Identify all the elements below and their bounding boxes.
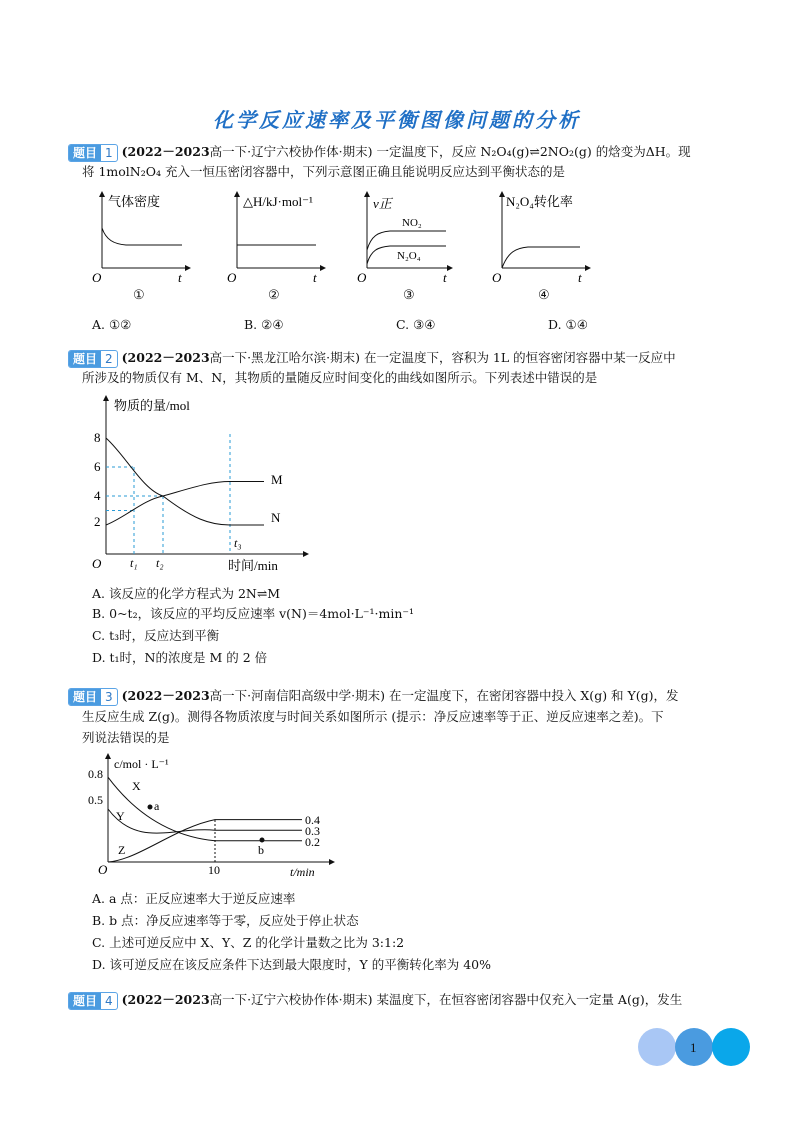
- q3-ytick-08: 0.8: [88, 767, 103, 781]
- q3-origin: O: [98, 862, 108, 877]
- svg-text:t: t: [313, 270, 317, 285]
- q3-option-c[interactable]: C. 上述可逆反应中 X、Y、Z 的化学计量数之比为 3:1:2: [92, 935, 405, 950]
- q1-g4-ylabel: N₂O₄转化率: [506, 194, 573, 209]
- q1-text-1: 高一下·辽宁六校协作体·期末) 一定温度下，反应 N₂O₄(g)⇌2NO₂(g) 的焓变为ΔH。现: [209, 144, 691, 159]
- q1-g3-ylabel: v正: [373, 196, 392, 211]
- page-number-badge: [638, 1028, 750, 1066]
- page-title: 化学反应速率及平衡图像问题的分析: [213, 108, 581, 132]
- q3-series-y-line: [108, 809, 302, 833]
- q2-ytick-2: 2: [94, 514, 101, 529]
- svg-text:t: t: [578, 270, 582, 285]
- svg-text:t: t: [178, 270, 182, 285]
- q2-source: (2022－2023: [121, 350, 210, 365]
- q1-g1-ylabel: 气体密度: [108, 194, 161, 209]
- q1-header: [68, 142, 738, 162]
- q3-point-a: [148, 805, 153, 810]
- q1-g3-curve1: NO₂: [402, 217, 422, 229]
- q1-graphs: [90, 188, 750, 288]
- q3-text-2: 生反应生成 Z(g)。测得各物质浓度与时间关系如图所示 (提示：净反应速率等于正、逆反应速率之差)。下: [82, 709, 664, 724]
- q2-xtick-t2: t₂: [156, 556, 164, 570]
- question-tag: 题目 1: [68, 144, 118, 162]
- q3-option-a[interactable]: A. a 点：正反应速率大于逆反应速率: [92, 891, 296, 906]
- q1-option-b[interactable]: B. ②④: [244, 317, 284, 332]
- q3-option-d[interactable]: D. 该可逆反应在该反应条件下达到最大限度时，Y 的平衡转化率为 40%: [92, 957, 492, 972]
- q2-option-a[interactable]: A. 该反应的化学方程式为 2N⇌M: [92, 586, 281, 601]
- q3-header: [68, 686, 738, 706]
- q2-chart: [84, 394, 314, 574]
- q2-label-n: N: [271, 510, 281, 525]
- q3-source: (2022－2023: [121, 688, 210, 703]
- q3-end-03: 0.3: [305, 824, 320, 838]
- question-tag: 题目 4: [68, 992, 118, 1010]
- q4-source: (2022－2023: [121, 992, 210, 1007]
- q2-ylabel: 物质的量/mol: [114, 398, 190, 413]
- q3-label-a: a: [154, 799, 160, 813]
- q2-origin: O: [92, 556, 102, 571]
- q2-text-2: 所涉及的物质仅有 M、N，其物质的量随反应时间变化的曲线如图所示。下列表述中错误的是: [82, 370, 598, 385]
- question-tag: 题目 2: [68, 350, 118, 368]
- svg-text:O: O: [357, 270, 367, 285]
- q1-option-c[interactable]: C. ③④: [396, 317, 436, 332]
- q1-g2-ylabel: △H/kJ·mol⁻¹: [243, 194, 313, 209]
- q1-circle-1: ①: [133, 288, 145, 303]
- q1-circle-3: ③: [403, 288, 415, 303]
- q3-label-z: Z: [118, 843, 126, 857]
- q1-option-d[interactable]: D. ①④: [548, 317, 588, 332]
- q1-graph-3: [357, 194, 450, 285]
- q3-point-b: [260, 838, 265, 843]
- q3-label-y: Y: [116, 809, 125, 823]
- q3-option-b[interactable]: B. b 点：净反应速率等于零，反应处于停止状态: [92, 913, 359, 928]
- q1-graph-4: [492, 194, 588, 285]
- q1-circle-4: ④: [538, 288, 550, 303]
- q1-circle-2: ②: [268, 288, 280, 303]
- q3-end-02: 0.2: [305, 835, 320, 849]
- page-number: 1: [690, 1040, 697, 1055]
- svg-text:t: t: [443, 270, 447, 285]
- svg-text:O: O: [92, 270, 102, 285]
- q3-end-04: 0.4: [305, 813, 320, 827]
- q2-series-m-line: [106, 482, 264, 526]
- svg-text:O: O: [227, 270, 237, 285]
- q4-header: [68, 990, 738, 1010]
- q3-ytick-05: 0.5: [88, 793, 103, 807]
- q3-label-x: X: [132, 779, 141, 793]
- q2-option-c[interactable]: C. t₃时，反应达到平衡: [92, 628, 220, 643]
- q1-graph-1: [92, 194, 188, 285]
- q2-xtick-t1: t₁: [130, 556, 138, 570]
- q3-xtick-10: 10: [208, 863, 220, 877]
- svg-text:O: O: [492, 270, 502, 285]
- q2-ytick-6: 6: [94, 459, 101, 474]
- q2-header: [68, 348, 738, 368]
- q2-ytick-4: 4: [94, 488, 101, 503]
- question-tag: 题目 3: [68, 688, 118, 706]
- q2-ytick-8: 8: [94, 430, 101, 445]
- q1-g3-curve2: N₂O₄: [397, 250, 421, 262]
- q1-option-a[interactable]: A. ①②: [92, 317, 132, 332]
- q1-graph-2: [227, 194, 323, 285]
- q2-option-d[interactable]: D. t₁时，N的浓度是 M 的 2 倍: [92, 650, 268, 665]
- q3-text-3: 列说法错误的是: [82, 730, 170, 745]
- q3-text-1: 高一下·河南信阳高级中学·期末) 在一定温度下，在密闭容器中投入 X(g) 和 Y(g)，发: [209, 688, 679, 703]
- q1-source: (2022－2023: [121, 144, 210, 159]
- q3-ylabel: c/mol · L⁻¹: [114, 757, 169, 771]
- q2-option-b[interactable]: B. 0~t₂，该反应的平均反应速率 v(N)＝4mol·L⁻¹·min⁻¹: [92, 606, 415, 621]
- q3-chart: [84, 752, 344, 880]
- q2-xlabel: 时间/min: [228, 558, 278, 573]
- q2-label-m: M: [271, 472, 283, 487]
- q2-xtick-t3: t₃: [234, 536, 242, 550]
- q3-label-b: b: [258, 843, 264, 857]
- q3-xlabel: t/min: [290, 865, 315, 879]
- q1-text-2: 将 1molN₂O₄ 充入一恒压密闭容器中，下列示意图正确且能说明反应达到平衡状态的是: [82, 164, 565, 179]
- q2-text-1: 高一下·黑龙江哈尔滨·期末) 在一定温度下，容积为 1L 的恒容密闭容器中某一反应中: [209, 350, 676, 365]
- q4-text-1: 高一下·辽宁六校协作体·期末) 某温度下，在恒容密闭容器中仅充入一定量 A(g)，发生: [209, 992, 683, 1007]
